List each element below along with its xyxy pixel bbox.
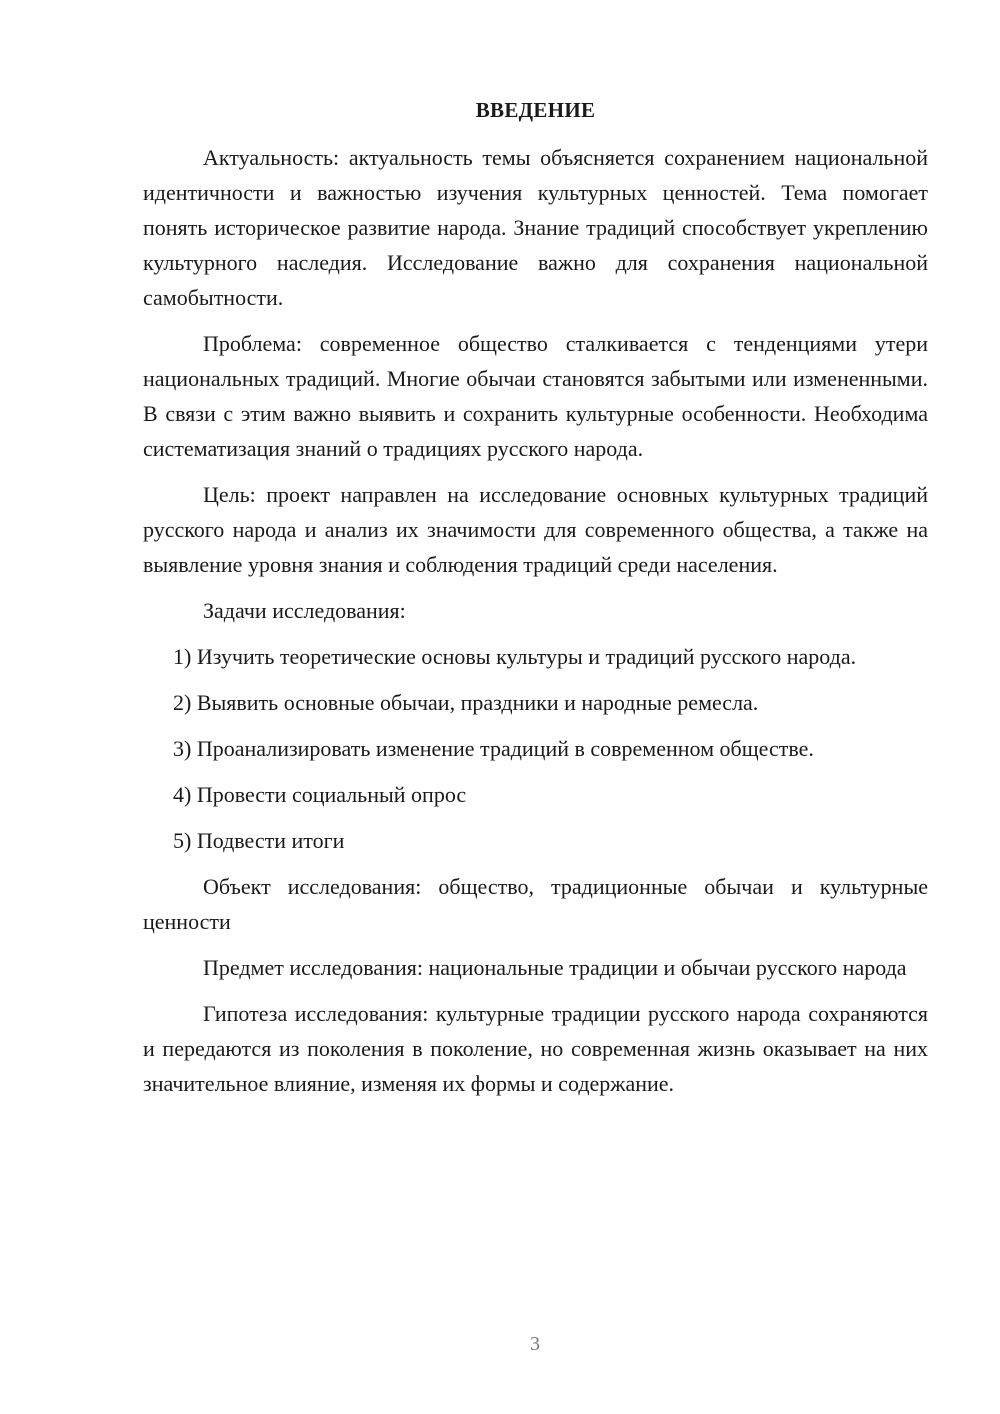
task-item: 4) Провести социальный опрос	[173, 782, 467, 807]
paragraph-hypothesis: Гипотеза исследования: культурные традиции русского народа сохраняются и передаются из поколения в поколение, но современная жизнь оказывает на них значительное влияние, изменяя их формы и содержание.	[143, 1001, 928, 1096]
document-page	[143, 93, 928, 1112]
paragraph-tasks-heading: Задачи исследования:	[203, 598, 406, 623]
paragraph-goal: Цель: проект направлен на исследование основных культурных традиций русского народа и анализ их значимости для современного общества, а также на выявление уровня знания и соблюдения традиций среди населения.	[143, 482, 928, 577]
paragraph-problem: Проблема: современное общество сталкивается с тенденциями утери национальных традиций. Многие обычаи становятся забытыми или измененными. В связи с этим важно выявить и сохранить культурные особенности. Необходима систематизация знаний о традициях русского народа.	[143, 331, 928, 461]
paragraph-relevance: Актуальность: актуальность темы объясняется сохранением национальной идентичности и важностью изучения культурных ценностей. Тема помогает понять историческое развитие народа. Знание традиций способствует укреплению культурного наследия. Исследование важно для сохранения национальной самобытности.	[143, 145, 928, 310]
page-number: 3	[530, 1333, 540, 1355]
paragraph-subject: Предмет исследования: национальные традиции и обычаи русского народа	[203, 955, 907, 980]
task-item: 2) Выявить основные обычаи, праздники и народные ремесла.	[173, 690, 759, 715]
task-item: 5) Подвести итоги	[173, 828, 345, 853]
paragraph-object: Объект исследования: общество, традиционные обычаи и культурные ценности	[143, 874, 928, 934]
task-item: 1) Изучить теоретические основы культуры и традиций русского народа.	[173, 644, 857, 669]
task-item: 3) Проанализировать изменение традиций в современном обществе.	[173, 736, 814, 761]
section-title: ВВЕДЕНИЕ	[475, 98, 596, 122]
